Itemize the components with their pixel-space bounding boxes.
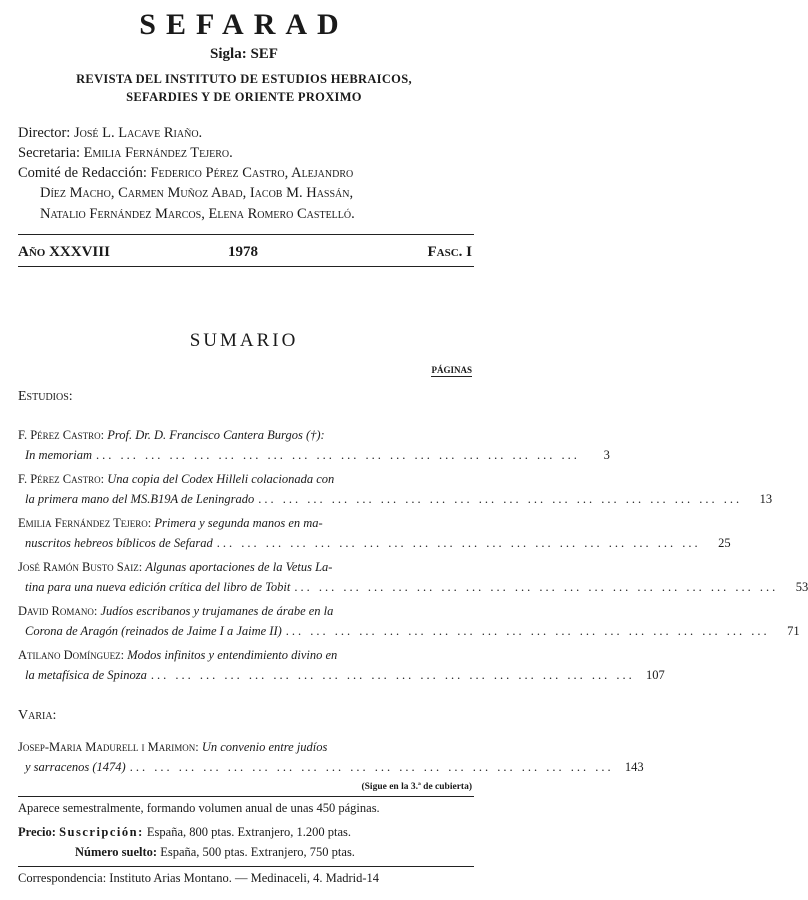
toc-author: David Romano: <box>18 604 98 618</box>
toc-entry <box>18 645 665 685</box>
toc-title-line1: Una copia del Codex Hilleli colacionada con <box>107 472 335 486</box>
correspondencia-line: Correspondencia: Instituto Arias Montano. — Medinaceli, 4. Madrid-14 <box>18 871 380 885</box>
toc-entry <box>18 425 610 465</box>
numero-value: España, 500 ptas. Extranjero, 750 ptas. <box>160 845 355 859</box>
toc-title-line2: In memoriam <box>25 448 93 462</box>
leader-dots: ... ... ... ... ... ... ... ... ... ... ... ... ... ... ... ... ... ... ... ... <box>258 492 743 506</box>
issue-fasc: Fasc. I <box>427 244 472 260</box>
sumario-heading: SUMARIO <box>189 330 299 351</box>
comite-members-2: Díez Macho, Carmen Muñoz Abad, Iacob M. Hassán, <box>40 185 354 201</box>
sigla-label: Sigla: <box>210 46 247 62</box>
director-label: Director: <box>18 125 71 141</box>
comite-line <box>18 165 353 182</box>
comite-members-1: Federico Pérez Castro, Alejandro <box>150 165 354 181</box>
issue-year: Año XXXVIII <box>18 244 110 260</box>
toc-author: F. Pérez Castro: <box>18 428 105 442</box>
toc-entry <box>18 601 800 641</box>
journal-title: SEFARAD <box>139 8 349 41</box>
toc-title-line1: Judíos escribanos y trujamanes de árabe en la <box>100 604 334 618</box>
toc-title-line1: Prof. Dr. D. Francisco Cantera Burgos (†): <box>107 428 325 442</box>
sigla-line <box>0 46 488 63</box>
toc-page: 3 <box>603 448 610 462</box>
toc-title-line2: la primera mano del MS.B19A de Leningrado <box>25 492 255 506</box>
leader-dots: ... ... ... ... ... ... ... ... ... ... ... ... ... ... ... ... ... ... ... ... <box>150 668 635 682</box>
paginas-label: PÁGINAS <box>431 365 472 375</box>
suscripcion-line <box>18 825 351 840</box>
subtitle-line-2: SEFARDIES Y DE ORIENTE PROXIMO <box>126 90 362 104</box>
toc-entry <box>18 469 773 509</box>
suscripcion-label: Suscripción: <box>59 825 144 839</box>
toc-entry <box>18 737 644 777</box>
leader-dots: ... ... ... ... ... ... ... ... ... ... ... ... ... ... ... ... ... ... ... ... <box>96 448 580 462</box>
leader-dots: ... ... ... ... ... ... ... ... ... ... ... ... ... ... ... ... ... ... ... ... <box>216 536 701 550</box>
aparece-line: Aparece semestralmente, formando volumen anual de unas 450 páginas. <box>18 801 380 815</box>
leader-dots: ... ... ... ... ... ... ... ... ... ... ... ... ... ... ... ... ... ... ... ... <box>129 760 614 774</box>
comite-members-3: Natalio Fernández Marcos, Elena Romero Castelló. <box>40 206 355 222</box>
numero-line <box>75 845 355 860</box>
toc-entry <box>18 557 808 597</box>
estudios-label: Estudios: <box>18 389 73 404</box>
toc-page: 107 <box>646 668 665 682</box>
leader-dots: ... ... ... ... ... ... ... ... ... ... ... ... ... ... ... ... ... ... ... ... <box>285 624 770 638</box>
toc-author: José Ramón Busto Saiz: <box>18 560 143 574</box>
toc-page: 143 <box>624 760 644 774</box>
toc-page: 25 <box>718 536 731 550</box>
toc-title-line1: Un convenio entre judíos <box>201 740 328 754</box>
sigue-note: (Sigue en la 3.ª de cubierta) <box>361 782 472 792</box>
secretaria-name: Emilia Fernández Tejero. <box>83 145 233 161</box>
footer-rule-top <box>18 796 474 797</box>
toc-author: Emilia Fernández Tejero: <box>18 516 152 530</box>
issue-date: 1978 <box>228 244 258 260</box>
director-name: José L. Lacave Riaño. <box>73 125 203 141</box>
toc-title-line1: Primera y segunda manos en ma- <box>154 516 323 530</box>
precio-label: Precio: <box>18 825 56 839</box>
toc-author: Atilano Domínguez: <box>18 648 125 662</box>
toc-author: Josep-Maria Madurell i Marimon: <box>18 740 199 754</box>
toc-title-line2: Corona de Aragón (reinados de Jaime I a Jaime II) <box>25 624 282 638</box>
header-rule-top <box>18 234 474 235</box>
subtitle-line-1: REVISTA DEL INSTITUTO DE ESTUDIOS HEBRAICOS, <box>76 72 412 86</box>
comite-label: Comité de Redacción: <box>18 165 147 181</box>
toc-title-line2: nuscritos hebreos bíblicos de Sefarad <box>25 536 213 550</box>
suscripcion-value: España, 800 ptas. Extranjero, 1.200 ptas. <box>146 825 352 839</box>
secretaria-label: Secretaria: <box>18 145 80 161</box>
numero-label: Número suelto: <box>75 845 158 859</box>
director-line <box>18 125 202 142</box>
footer-rule-bottom <box>18 866 474 867</box>
toc-page: 71 <box>787 624 800 638</box>
toc-title-line2: tina para una nueva edición crítica del libro de Tobit <box>25 580 291 594</box>
varia-label: Varia: <box>18 708 57 723</box>
toc-title-line1: Algunas aportaciones de la Vetus La- <box>145 560 333 574</box>
secretaria-line <box>18 145 233 162</box>
toc-author: F. Pérez Castro: <box>18 472 105 486</box>
toc-title-line2: la metafísica de Spinoza <box>25 668 147 682</box>
toc-page: 53 <box>795 580 808 594</box>
sigla-value: SEF <box>250 46 278 62</box>
leader-dots: ... ... ... ... ... ... ... ... ... ... ... ... ... ... ... ... ... ... ... ... <box>294 580 779 594</box>
toc-entry <box>18 513 731 553</box>
toc-title-line2: y sarracenos (1474) <box>25 760 126 774</box>
toc-title-line1: Modos infinitos y entendimiento divino en <box>127 648 338 662</box>
toc-page: 13 <box>759 492 773 506</box>
header-rule-bottom <box>18 266 474 267</box>
